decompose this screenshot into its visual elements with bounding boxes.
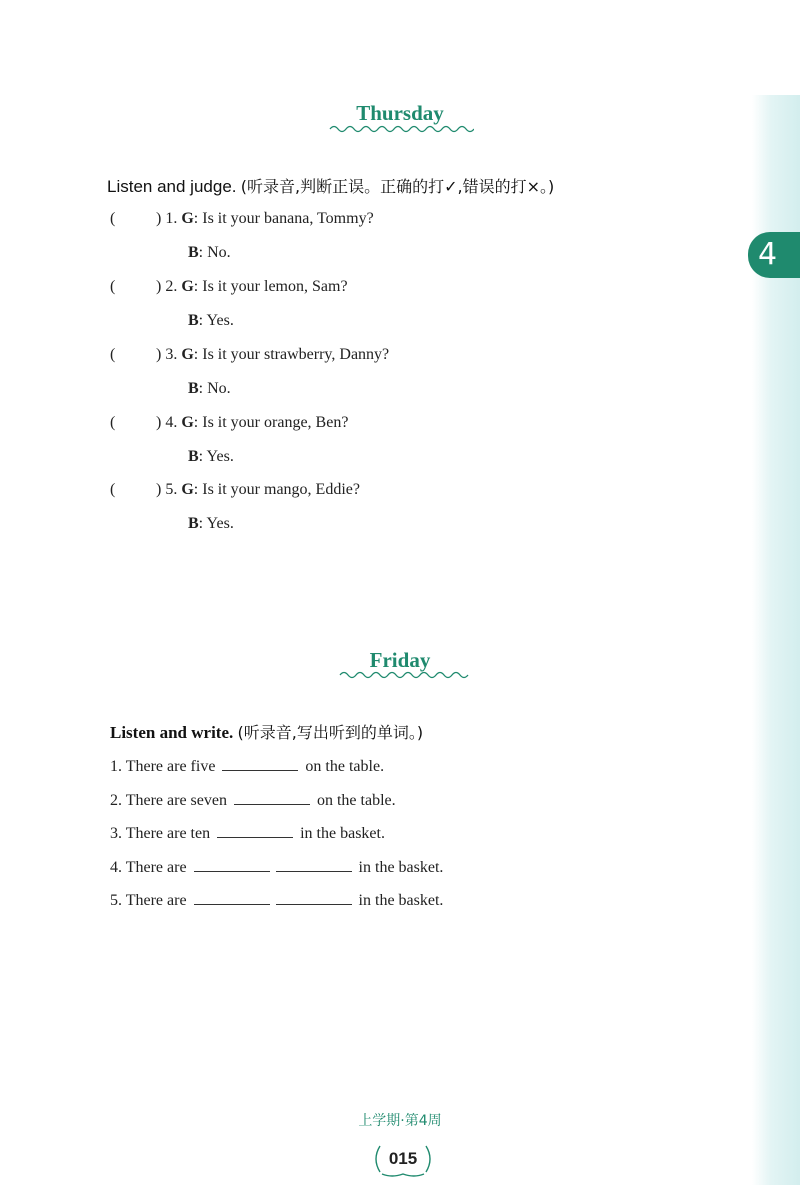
page-number: 015 [388,1149,418,1168]
speaker-b: B [188,380,199,397]
write-item-2: 2. There are seven on the table. [110,792,396,809]
judge-item-4: ( ) 4. G: Is it your orange, Ben? [110,414,349,431]
speaker-b: B [188,515,199,532]
g-line: Is it your mango, Eddie? [202,481,360,498]
judge-answer-5: B: Yes. [188,515,234,532]
friday-instruction [110,720,423,743]
speaker-g: G [181,346,194,363]
answer-blank[interactable] [194,857,270,872]
judge-item-2: ( ) 2. G: Is it your lemon, Sam? [110,278,348,295]
answer-blank[interactable] [234,790,310,805]
b-line: Yes. [206,312,234,329]
g-line: Is it your orange, Ben? [202,414,349,431]
thursday-instruction-en: Listen and judge. [107,177,237,196]
g-line: Is it your strawberry, Danny? [202,346,390,363]
week-tab: 4 [748,232,800,278]
footer-caption: 上学期·第4周 [358,1113,442,1129]
friday-wave [338,670,472,680]
write-item-4: 4. There are in the basket. [110,859,444,876]
item-number: 4. [165,414,178,431]
thursday-instruction [107,174,554,197]
judge-item-3: ( ) 3. G: Is it your strawberry, Danny? [110,346,390,363]
judge-item-5: ( ) 5. G: Is it your mango, Eddie? [110,481,360,498]
g-line: Is it your lemon, Sam? [202,278,348,295]
friday-instruction-zh: (听录音,写出听到的单词。) [237,723,424,742]
answer-blank[interactable] [217,823,293,838]
b-line: Yes. [206,515,234,532]
friday-title: Friday [369,648,431,672]
speaker-b: B [188,312,199,329]
thursday-instruction-zh: (听录音,判断正误。正确的打✓,错误的打×。) [240,177,555,196]
g-line: Is it your banana, Tommy? [202,210,374,227]
item-number: 5. [165,481,178,498]
write-item-5: 5. There are in the basket. [110,892,444,909]
judge-answer-1: B: No. [188,244,231,261]
speaker-g: G [181,414,194,431]
judge-answer-2: B: Yes. [188,312,234,329]
answer-blank[interactable] [276,890,352,905]
b-line: Yes. [206,448,234,465]
b-line: No. [207,380,231,397]
b-line: No. [207,244,231,261]
judge-answer-3: B: No. [188,380,231,397]
item-number: 3. [165,346,178,363]
speaker-b: B [188,244,199,261]
answer-blank[interactable] [276,857,352,872]
answer-blank[interactable] [222,756,298,771]
write-item-1: 1. There are five on the table. [110,758,385,775]
speaker-g: G [181,481,194,498]
thursday-wave [328,124,474,134]
answer-blank[interactable] [194,890,270,905]
judge-item-1: ( ) 1. G: Is it your banana, Tommy? [110,210,374,227]
thursday-title: Thursday [356,101,444,125]
judge-answer-4: B: Yes. [188,448,234,465]
speaker-g: G [181,210,194,227]
item-number: 2. [165,278,178,295]
item-number: 1. [165,210,178,227]
friday-instruction-en: Listen and write. [110,723,234,742]
speaker-b: B [188,448,199,465]
write-item-3: 3. There are ten in the basket. [110,825,385,842]
speaker-g: G [181,278,194,295]
